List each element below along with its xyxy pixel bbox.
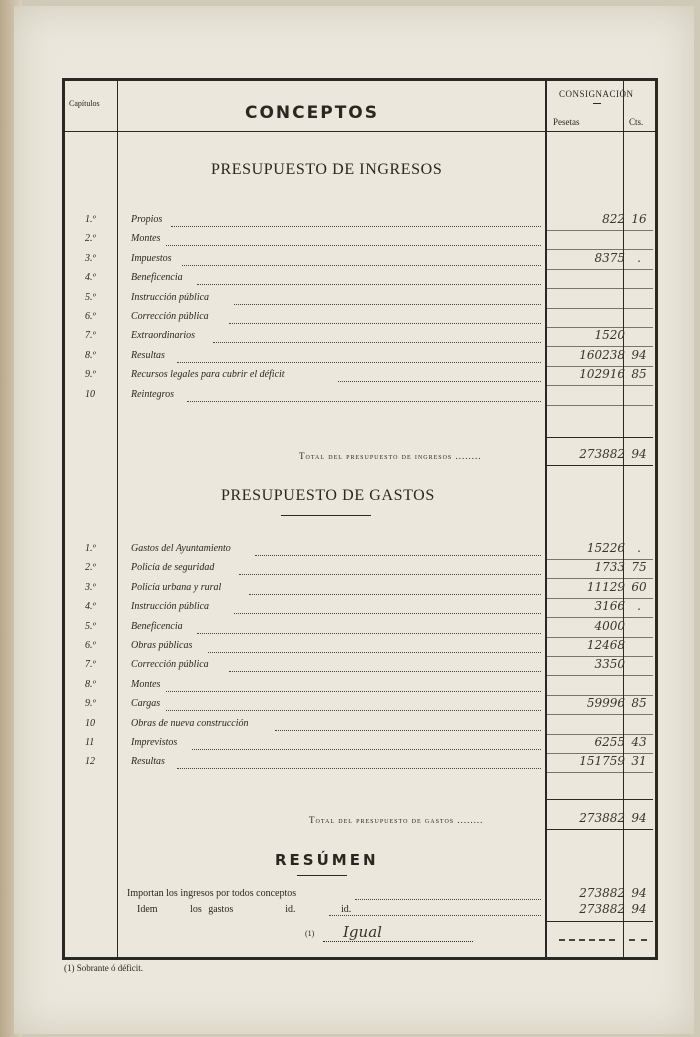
expenses-total-pesetas: 273882 <box>579 811 625 825</box>
gastos-row <box>65 640 655 657</box>
footnote-marker: (1) <box>305 929 315 938</box>
concept-label: Cargas <box>131 698 161 710</box>
concept-label: Policía urbana y rural <box>131 581 222 593</box>
chapters-header: Capítulos <box>69 99 100 108</box>
ingresos-row <box>65 369 655 386</box>
gastos-row <box>65 718 655 735</box>
chapter-number: 10 <box>85 717 95 729</box>
income-total-rule <box>547 437 653 438</box>
row-rule <box>547 405 653 406</box>
cts-value: 85 <box>631 696 647 711</box>
summary-income-cts: 94 <box>631 886 647 900</box>
chapter-number: 12 <box>85 756 95 768</box>
ingresos-row <box>65 292 655 309</box>
concept-label: Propios <box>131 214 163 225</box>
leader-dots <box>192 749 541 750</box>
chapter-number: 4.º <box>85 272 96 284</box>
pesetas-value: 3166 <box>594 599 625 614</box>
concept-label: Corrección pública <box>131 659 209 671</box>
gastos-row <box>65 562 655 579</box>
ingresos-row <box>65 389 655 406</box>
cts-value: 75 <box>631 560 647 575</box>
pesetas-value: 8375 <box>594 250 625 265</box>
chapter-number: 9.º <box>85 369 96 381</box>
summary-income-line: Importan los ingresos por todos conceptos <box>127 888 297 899</box>
concept-label: Instrucción pública <box>131 601 210 613</box>
expenses-total-underline <box>547 829 653 830</box>
balance-dash-cts <box>629 939 647 941</box>
gastos-row <box>65 579 655 599</box>
leader-dots <box>197 284 541 285</box>
leader-dots <box>177 768 541 769</box>
pesetas-value: 1520 <box>594 328 625 343</box>
chapter-number: 8.º <box>85 349 96 361</box>
summary-expenses-line: Idem los gastos id. id. <box>137 904 352 915</box>
gastos-row <box>65 698 655 715</box>
income-total-label: Total del presupuesto de ingresos ........ <box>299 451 482 461</box>
concept-label: Gastos del Ayuntamiento <box>131 543 231 554</box>
chapter-number: 2.º <box>85 233 96 245</box>
pesetas-value: 151759 <box>579 754 625 769</box>
leader-dots <box>239 574 541 575</box>
chapter-number: 10 <box>85 388 95 400</box>
row-rule <box>547 269 653 270</box>
leader-dots <box>213 342 541 343</box>
header-divider <box>65 131 655 132</box>
ingresos-row <box>65 250 655 270</box>
gastos-row <box>65 659 655 676</box>
chapter-number: 2.º <box>85 562 96 574</box>
cts-value: . <box>637 541 641 555</box>
budget-table <box>62 78 658 960</box>
pesetas-value: 102916 <box>579 367 625 382</box>
leader-dots <box>229 323 541 324</box>
chapter-number: 6.º <box>85 640 96 651</box>
cts-value: 31 <box>631 754 647 769</box>
leader-dots <box>197 633 541 634</box>
row-rule <box>547 230 653 231</box>
ingresos-row <box>65 330 655 347</box>
concept-label: Montes <box>131 678 161 690</box>
leader-dots <box>187 401 541 402</box>
pesetas-value: 6255 <box>594 735 625 749</box>
row-rule <box>547 288 653 289</box>
cts-value: . <box>637 250 641 265</box>
expenses-total-cts: 94 <box>631 811 647 825</box>
row-rule <box>547 772 653 773</box>
gastos-row <box>65 601 655 618</box>
concept-label: Impuestos <box>131 252 172 264</box>
gastos-row <box>65 737 655 754</box>
consignment-header: CONSIGNACIÓN <box>559 89 634 99</box>
leader-dots <box>234 304 541 305</box>
chapter-number: 11 <box>85 737 95 748</box>
summary-expenses-pesetas: 273882 <box>579 902 625 916</box>
ingresos-row <box>65 233 655 250</box>
leader-dots <box>171 226 541 227</box>
consignment-dash <box>593 103 601 104</box>
summary-title: RESÚMEN <box>275 851 379 869</box>
leader-dots <box>234 613 541 614</box>
chapter-number: 1.º <box>85 543 96 554</box>
pesetas-value: 15226 <box>586 541 625 555</box>
summary-expenses-cts: 94 <box>631 902 647 916</box>
cts-value: 60 <box>631 579 647 594</box>
chapter-number: 8.º <box>85 678 96 690</box>
concept-label: Obras de nueva construcción <box>131 717 249 729</box>
chapter-number: 9.º <box>85 698 96 710</box>
chapters-column-line <box>117 81 118 957</box>
balance-dash-pesetas <box>559 939 615 941</box>
leader-dots <box>249 594 541 595</box>
concept-label: Reintegros <box>131 388 174 400</box>
concept-label: Instrucción pública <box>131 291 210 303</box>
summary-rule <box>547 921 653 922</box>
leader-dots <box>229 671 541 672</box>
ingresos-row <box>65 311 655 328</box>
concept-label: Imprevistos <box>131 737 178 748</box>
row-rule <box>547 714 653 715</box>
pesetas-value: 160238 <box>579 347 625 362</box>
income-section-title: PRESUPUESTO DE INGRESOS <box>211 161 443 178</box>
concept-label: Recursos legales para cubrir el déficit <box>131 369 285 381</box>
concept-label: Corrección pública <box>131 311 209 322</box>
concept-label: Montes <box>131 233 161 245</box>
gastos-row <box>65 679 655 696</box>
expenses-total-rule <box>547 799 653 800</box>
concept-label: Extraordinarios <box>131 330 196 342</box>
income-total-pesetas: 273882 <box>579 447 625 461</box>
chapter-number: 1.º <box>85 214 96 225</box>
leader-dots <box>338 381 541 382</box>
leader-dots <box>182 265 541 266</box>
cts-value: 16 <box>631 212 647 226</box>
leader-dots <box>275 730 541 731</box>
row-rule <box>547 675 653 676</box>
leader-dots <box>177 362 541 363</box>
chapter-number: 5.º <box>85 291 96 303</box>
concept-label: Beneficencia <box>131 620 183 632</box>
income-total-cts: 94 <box>631 447 647 461</box>
leader-dots <box>166 245 541 246</box>
handwritten-igual: Igual <box>343 923 382 941</box>
leader-dots <box>166 710 541 711</box>
ingresos-row <box>65 272 655 289</box>
chapter-number: 7.º <box>85 330 96 342</box>
leader-dots <box>208 652 541 653</box>
income-total-underline <box>547 465 653 466</box>
summary-result-line <box>323 941 473 942</box>
pesetas-value: 1733 <box>594 560 625 575</box>
summary-title-underline <box>297 875 347 876</box>
ingresos-row <box>65 214 655 231</box>
expenses-section-title: PRESUPUESTO DE GASTOS <box>221 487 435 504</box>
chapter-number: 6.º <box>85 311 96 322</box>
cts-value: . <box>637 599 641 614</box>
concept-label: Policía de seguridad <box>131 562 215 574</box>
pesetas-value: 11129 <box>586 579 625 594</box>
pesetas-value: 822 <box>602 212 625 226</box>
chapter-number: 3.º <box>85 252 96 264</box>
cts-value: 94 <box>631 347 647 362</box>
concept-label: Resultas <box>131 756 165 768</box>
leader-dots <box>255 555 541 556</box>
cts-value: 43 <box>631 735 647 749</box>
summary-income-pesetas: 273882 <box>579 886 625 900</box>
expenses-total-label: Total del presupuesto de gastos ........ <box>309 815 484 825</box>
pesetas-value: 12468 <box>586 638 625 652</box>
row-rule <box>547 308 653 309</box>
summary-expenses-dots <box>329 915 541 916</box>
concept-label: Beneficencia <box>131 272 183 284</box>
gastos-row <box>65 618 655 638</box>
pesetas-header: Pesetas <box>553 117 580 127</box>
pesetas-value: 3350 <box>594 657 625 672</box>
concepts-header: CONCEPTOS <box>245 103 379 123</box>
leader-dots <box>166 691 541 692</box>
gastos-row <box>65 543 655 560</box>
chapter-number: 4.º <box>85 601 96 613</box>
concept-label: Obras públicas <box>131 640 193 651</box>
ingresos-row <box>65 347 655 367</box>
chapter-number: 5.º <box>85 620 96 632</box>
gastos-row <box>65 756 655 773</box>
amount-column-line <box>545 81 547 957</box>
cts-value: 85 <box>631 367 647 382</box>
chapter-number: 7.º <box>85 659 96 671</box>
chapter-number: 3.º <box>85 581 96 593</box>
cts-header: Cts. <box>629 117 644 127</box>
pesetas-value: 59996 <box>586 696 625 711</box>
concept-label: Resultas <box>131 349 165 361</box>
row-rule <box>547 385 653 386</box>
pesetas-value: 4000 <box>594 618 625 633</box>
summary-income-dots <box>355 899 541 900</box>
footnote: (1) Sobrante ó déficit. <box>64 963 143 973</box>
expenses-title-underline <box>281 515 371 516</box>
